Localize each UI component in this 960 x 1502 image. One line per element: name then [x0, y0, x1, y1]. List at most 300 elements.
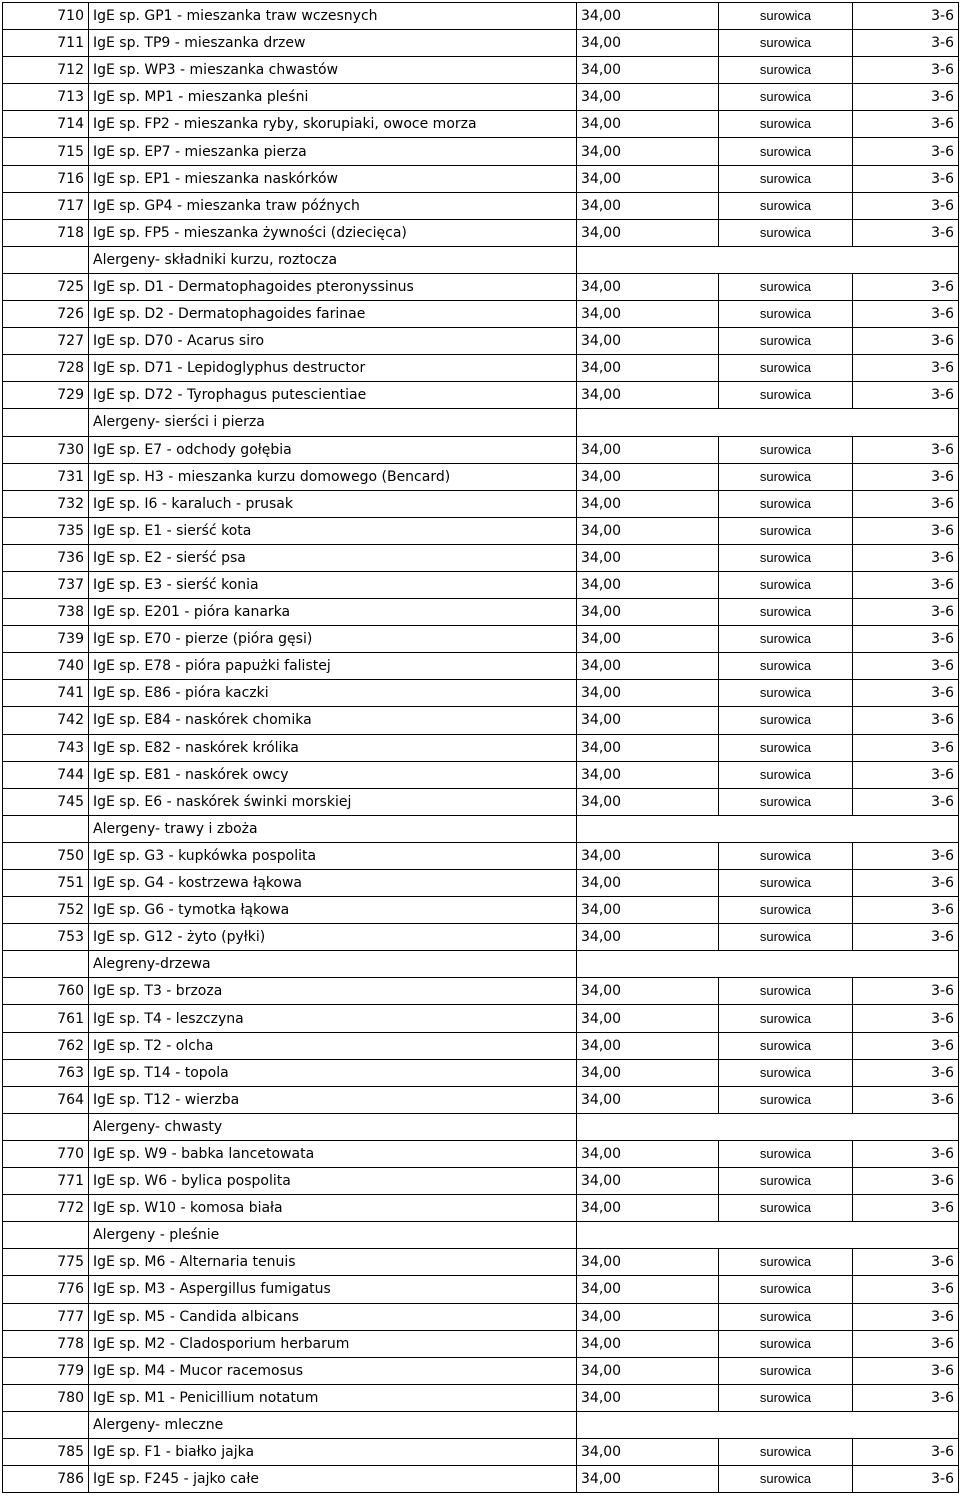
turnaround-days: 3-6	[853, 680, 959, 707]
turnaround-days: 3-6	[853, 544, 959, 571]
test-price: 34,00	[577, 626, 719, 653]
sample-material: surowica	[719, 544, 853, 571]
turnaround-days: 3-6	[853, 1276, 959, 1303]
table-row	[3, 1168, 959, 1195]
table-row	[3, 1357, 959, 1384]
test-code: 785	[3, 1438, 89, 1465]
test-price: 34,00	[577, 978, 719, 1005]
test-name: IgE sp. G4 - kostrzewa łąkowa	[89, 870, 577, 897]
test-code: 751	[3, 870, 89, 897]
test-code: 738	[3, 599, 89, 626]
test-price: 34,00	[577, 1032, 719, 1059]
category-header-row	[3, 246, 959, 273]
test-price: 34,00	[577, 544, 719, 571]
price-list-table	[2, 2, 959, 1493]
test-name: IgE sp. W10 - komosa biała	[89, 1195, 577, 1222]
sample-material: surowica	[719, 382, 853, 409]
test-code: 743	[3, 734, 89, 761]
sample-material: surowica	[719, 30, 853, 57]
table-row	[3, 1195, 959, 1222]
test-name: IgE sp. E81 - naskórek owcy	[89, 761, 577, 788]
test-name: IgE sp. E7 - odchody gołębia	[89, 436, 577, 463]
test-price: 34,00	[577, 355, 719, 382]
sample-material: surowica	[719, 490, 853, 517]
test-price: 34,00	[577, 1438, 719, 1465]
test-code: 729	[3, 382, 89, 409]
test-name: IgE sp. E70 - pierze (pióra gęsi)	[89, 626, 577, 653]
sample-material: surowica	[719, 1140, 853, 1167]
test-price: 34,00	[577, 1330, 719, 1357]
turnaround-days: 3-6	[853, 842, 959, 869]
table-row	[3, 842, 959, 869]
sample-material: surowica	[719, 57, 853, 84]
test-name: IgE sp. M1 - Penicillium notatum	[89, 1384, 577, 1411]
empty-cell	[577, 246, 959, 273]
test-price: 34,00	[577, 1276, 719, 1303]
test-price: 34,00	[577, 842, 719, 869]
table-row	[3, 30, 959, 57]
test-name: IgE sp. EP1 - mieszanka naskórków	[89, 165, 577, 192]
turnaround-days: 3-6	[853, 1140, 959, 1167]
table-row	[3, 978, 959, 1005]
test-price: 34,00	[577, 1384, 719, 1411]
test-price: 34,00	[577, 3, 719, 30]
table-row	[3, 1032, 959, 1059]
table-row	[3, 1086, 959, 1113]
test-code: 727	[3, 328, 89, 355]
category-header: Alergeny- sierści i pierza	[89, 409, 577, 436]
empty-cell	[3, 409, 89, 436]
turnaround-days: 3-6	[853, 1384, 959, 1411]
turnaround-days: 3-6	[853, 924, 959, 951]
test-code: 753	[3, 924, 89, 951]
sample-material: surowica	[719, 761, 853, 788]
table-row	[3, 897, 959, 924]
empty-cell	[3, 815, 89, 842]
sample-material: surowica	[719, 1466, 853, 1493]
turnaround-days: 3-6	[853, 978, 959, 1005]
table-row	[3, 924, 959, 951]
test-price: 34,00	[577, 734, 719, 761]
category-header-row	[3, 409, 959, 436]
table-row	[3, 707, 959, 734]
table-row	[3, 219, 959, 246]
table-row	[3, 165, 959, 192]
turnaround-days: 3-6	[853, 517, 959, 544]
table-row	[3, 653, 959, 680]
test-price: 34,00	[577, 707, 719, 734]
sample-material: surowica	[719, 707, 853, 734]
sample-material: surowica	[719, 1303, 853, 1330]
test-code: 760	[3, 978, 89, 1005]
test-code: 740	[3, 653, 89, 680]
test-name: IgE sp. E84 - naskórek chomika	[89, 707, 577, 734]
test-name: IgE sp. I6 - karaluch - prusak	[89, 490, 577, 517]
table-row	[3, 734, 959, 761]
table-row	[3, 138, 959, 165]
test-code: 741	[3, 680, 89, 707]
turnaround-days: 3-6	[853, 463, 959, 490]
sample-material: surowica	[719, 165, 853, 192]
test-price: 34,00	[577, 1303, 719, 1330]
sample-material: surowica	[719, 1438, 853, 1465]
test-code: 728	[3, 355, 89, 382]
turnaround-days: 3-6	[853, 328, 959, 355]
turnaround-days: 3-6	[853, 761, 959, 788]
table-row	[3, 192, 959, 219]
table-row	[3, 1303, 959, 1330]
category-header: Alergeny- mleczne	[89, 1411, 577, 1438]
test-code: 780	[3, 1384, 89, 1411]
test-code: 736	[3, 544, 89, 571]
turnaround-days: 3-6	[853, 84, 959, 111]
test-name: IgE sp. M4 - Mucor racemosus	[89, 1357, 577, 1384]
category-header-row	[3, 1113, 959, 1140]
turnaround-days: 3-6	[853, 436, 959, 463]
empty-cell	[577, 1222, 959, 1249]
test-code: 786	[3, 1466, 89, 1493]
sample-material: surowica	[719, 571, 853, 598]
turnaround-days: 3-6	[853, 1168, 959, 1195]
sample-material: surowica	[719, 1330, 853, 1357]
table-row	[3, 301, 959, 328]
test-price: 34,00	[577, 599, 719, 626]
table-row	[3, 1466, 959, 1493]
test-name: IgE sp. M5 - Candida albicans	[89, 1303, 577, 1330]
table-row	[3, 1276, 959, 1303]
sample-material: surowica	[719, 1249, 853, 1276]
table-row	[3, 490, 959, 517]
test-price: 34,00	[577, 138, 719, 165]
sample-material: surowica	[719, 301, 853, 328]
empty-cell	[577, 951, 959, 978]
test-price: 34,00	[577, 463, 719, 490]
turnaround-days: 3-6	[853, 3, 959, 30]
turnaround-days: 3-6	[853, 490, 959, 517]
turnaround-days: 3-6	[853, 1195, 959, 1222]
turnaround-days: 3-6	[853, 626, 959, 653]
empty-cell	[577, 1113, 959, 1140]
test-code: 735	[3, 517, 89, 544]
turnaround-days: 3-6	[853, 599, 959, 626]
test-price: 34,00	[577, 301, 719, 328]
sample-material: surowica	[719, 1086, 853, 1113]
test-price: 34,00	[577, 1086, 719, 1113]
sample-material: surowica	[719, 924, 853, 951]
test-code: 778	[3, 1330, 89, 1357]
test-name: IgE sp. WP3 - mieszanka chwastów	[89, 57, 577, 84]
sample-material: surowica	[719, 680, 853, 707]
category-header-row	[3, 1411, 959, 1438]
turnaround-days: 3-6	[853, 192, 959, 219]
test-price: 34,00	[577, 1168, 719, 1195]
table-row	[3, 273, 959, 300]
test-code: 770	[3, 1140, 89, 1167]
sample-material: surowica	[719, 1195, 853, 1222]
test-name: IgE sp. M6 - Alternaria tenuis	[89, 1249, 577, 1276]
test-name: IgE sp. T14 - topola	[89, 1059, 577, 1086]
sample-material: surowica	[719, 978, 853, 1005]
test-code: 752	[3, 897, 89, 924]
test-name: IgE sp. E2 - sierść psa	[89, 544, 577, 571]
test-name: IgE sp. FP5 - mieszanka żywności (dziecięca)	[89, 219, 577, 246]
test-name: IgE sp. GP4 - mieszanka traw późnych	[89, 192, 577, 219]
test-price: 34,00	[577, 870, 719, 897]
empty-cell	[577, 409, 959, 436]
turnaround-days: 3-6	[853, 1438, 959, 1465]
sample-material: surowica	[719, 897, 853, 924]
sample-material: surowica	[719, 436, 853, 463]
table-row	[3, 111, 959, 138]
turnaround-days: 3-6	[853, 1357, 959, 1384]
table-row	[3, 3, 959, 30]
turnaround-days: 3-6	[853, 1303, 959, 1330]
test-code: 739	[3, 626, 89, 653]
category-header: Alergeny - pleśnie	[89, 1222, 577, 1249]
empty-cell	[3, 951, 89, 978]
turnaround-days: 3-6	[853, 355, 959, 382]
test-code: 717	[3, 192, 89, 219]
table-row	[3, 626, 959, 653]
sample-material: surowica	[719, 1168, 853, 1195]
test-name: IgE sp. D1 - Dermatophagoides pteronyssinus	[89, 273, 577, 300]
table-row	[3, 57, 959, 84]
test-code: 776	[3, 1276, 89, 1303]
sample-material: surowica	[719, 111, 853, 138]
sample-material: surowica	[719, 328, 853, 355]
test-name: IgE sp. F245 - jajko całe	[89, 1466, 577, 1493]
sample-material: surowica	[719, 1059, 853, 1086]
table-row	[3, 571, 959, 598]
test-name: IgE sp. E78 - pióra papużki falistej	[89, 653, 577, 680]
test-name: IgE sp. M3 - Aspergillus fumigatus	[89, 1276, 577, 1303]
test-code: 718	[3, 219, 89, 246]
test-name: IgE sp. D2 - Dermatophagoides farinae	[89, 301, 577, 328]
test-name: IgE sp. G6 - tymotka łąkowa	[89, 897, 577, 924]
table-row	[3, 544, 959, 571]
sample-material: surowica	[719, 734, 853, 761]
category-header: Alergeny- trawy i zboża	[89, 815, 577, 842]
sample-material: surowica	[719, 788, 853, 815]
test-code: 761	[3, 1005, 89, 1032]
test-name: IgE sp. G12 - żyto (pyłki)	[89, 924, 577, 951]
category-header-row	[3, 815, 959, 842]
test-price: 34,00	[577, 1140, 719, 1167]
test-code: 725	[3, 273, 89, 300]
test-price: 34,00	[577, 30, 719, 57]
test-name: IgE sp. E6 - naskórek świnki morskiej	[89, 788, 577, 815]
test-code: 731	[3, 463, 89, 490]
turnaround-days: 3-6	[853, 138, 959, 165]
test-code: 711	[3, 30, 89, 57]
sample-material: surowica	[719, 1005, 853, 1032]
sample-material: surowica	[719, 84, 853, 111]
test-price: 34,00	[577, 1005, 719, 1032]
test-price: 34,00	[577, 788, 719, 815]
turnaround-days: 3-6	[853, 1249, 959, 1276]
test-code: 716	[3, 165, 89, 192]
test-price: 34,00	[577, 517, 719, 544]
table-row	[3, 680, 959, 707]
test-name: IgE sp. M2 - Cladosporium herbarum	[89, 1330, 577, 1357]
test-price: 34,00	[577, 571, 719, 598]
table-row	[3, 599, 959, 626]
test-code: 732	[3, 490, 89, 517]
turnaround-days: 3-6	[853, 301, 959, 328]
table-row	[3, 1384, 959, 1411]
turnaround-days: 3-6	[853, 870, 959, 897]
test-price: 34,00	[577, 924, 719, 951]
turnaround-days: 3-6	[853, 30, 959, 57]
empty-cell	[3, 1113, 89, 1140]
table-row	[3, 1438, 959, 1465]
empty-cell	[3, 1222, 89, 1249]
test-price: 34,00	[577, 111, 719, 138]
test-code: 750	[3, 842, 89, 869]
turnaround-days: 3-6	[853, 1086, 959, 1113]
test-price: 34,00	[577, 328, 719, 355]
test-code: 710	[3, 3, 89, 30]
turnaround-days: 3-6	[853, 57, 959, 84]
turnaround-days: 3-6	[853, 219, 959, 246]
test-code: 745	[3, 788, 89, 815]
test-code: 779	[3, 1357, 89, 1384]
sample-material: surowica	[719, 355, 853, 382]
test-price: 34,00	[577, 57, 719, 84]
test-name: IgE sp. EP7 - mieszanka pierza	[89, 138, 577, 165]
test-price: 34,00	[577, 219, 719, 246]
table-row	[3, 761, 959, 788]
sample-material: surowica	[719, 273, 853, 300]
test-code: 737	[3, 571, 89, 598]
test-price: 34,00	[577, 1249, 719, 1276]
test-code: 771	[3, 1168, 89, 1195]
test-code: 713	[3, 84, 89, 111]
turnaround-days: 3-6	[853, 1005, 959, 1032]
sample-material: surowica	[719, 463, 853, 490]
test-price: 34,00	[577, 490, 719, 517]
table-row	[3, 517, 959, 544]
turnaround-days: 3-6	[853, 273, 959, 300]
test-code: 742	[3, 707, 89, 734]
category-header: Alergeny- chwasty	[89, 1113, 577, 1140]
test-price: 34,00	[577, 192, 719, 219]
category-header: Alegreny-drzewa	[89, 951, 577, 978]
sample-material: surowica	[719, 192, 853, 219]
table-row	[3, 436, 959, 463]
test-price: 34,00	[577, 761, 719, 788]
table-row	[3, 463, 959, 490]
test-code: 744	[3, 761, 89, 788]
test-name: IgE sp. MP1 - mieszanka pleśni	[89, 84, 577, 111]
sample-material: surowica	[719, 599, 853, 626]
test-price: 34,00	[577, 165, 719, 192]
turnaround-days: 3-6	[853, 734, 959, 761]
empty-cell	[577, 815, 959, 842]
test-price: 34,00	[577, 273, 719, 300]
table-row	[3, 1140, 959, 1167]
table-row	[3, 355, 959, 382]
sample-material: surowica	[719, 626, 853, 653]
test-code: 714	[3, 111, 89, 138]
table-row	[3, 1330, 959, 1357]
sample-material: surowica	[719, 219, 853, 246]
test-name: IgE sp. E201 - pióra kanarka	[89, 599, 577, 626]
empty-cell	[577, 1411, 959, 1438]
sample-material: surowica	[719, 870, 853, 897]
table-row	[3, 1059, 959, 1086]
test-code: 726	[3, 301, 89, 328]
turnaround-days: 3-6	[853, 653, 959, 680]
test-name: IgE sp. W9 - babka lancetowata	[89, 1140, 577, 1167]
table-row	[3, 328, 959, 355]
test-price: 34,00	[577, 1466, 719, 1493]
test-price: 34,00	[577, 1357, 719, 1384]
table-row	[3, 1249, 959, 1276]
test-name: IgE sp. E82 - naskórek królika	[89, 734, 577, 761]
price-list-body	[3, 3, 959, 1493]
test-name: IgE sp. FP2 - mieszanka ryby, skorupiaki, owoce morza	[89, 111, 577, 138]
turnaround-days: 3-6	[853, 1059, 959, 1086]
test-price: 34,00	[577, 436, 719, 463]
table-row	[3, 870, 959, 897]
sample-material: surowica	[719, 1276, 853, 1303]
sample-material: surowica	[719, 138, 853, 165]
test-price: 34,00	[577, 680, 719, 707]
sample-material: surowica	[719, 1384, 853, 1411]
turnaround-days: 3-6	[853, 382, 959, 409]
test-code: 712	[3, 57, 89, 84]
sample-material: surowica	[719, 517, 853, 544]
turnaround-days: 3-6	[853, 1466, 959, 1493]
test-price: 34,00	[577, 897, 719, 924]
test-code: 772	[3, 1195, 89, 1222]
test-name: IgE sp. T12 - wierzba	[89, 1086, 577, 1113]
test-name: IgE sp. G3 - kupkówka pospolita	[89, 842, 577, 869]
test-price: 34,00	[577, 382, 719, 409]
test-code: 762	[3, 1032, 89, 1059]
sample-material: surowica	[719, 1032, 853, 1059]
test-name: IgE sp. E86 - pióra kaczki	[89, 680, 577, 707]
test-price: 34,00	[577, 1195, 719, 1222]
test-name: IgE sp. T4 - leszczyna	[89, 1005, 577, 1032]
test-code: 730	[3, 436, 89, 463]
test-name: IgE sp. T3 - brzoza	[89, 978, 577, 1005]
test-name: IgE sp. W6 - bylica pospolita	[89, 1168, 577, 1195]
category-header: Alergeny- składniki kurzu, roztocza	[89, 246, 577, 273]
test-code: 715	[3, 138, 89, 165]
table-row	[3, 84, 959, 111]
turnaround-days: 3-6	[853, 165, 959, 192]
test-name: IgE sp. E1 - sierść kota	[89, 517, 577, 544]
sample-material: surowica	[719, 842, 853, 869]
test-code: 764	[3, 1086, 89, 1113]
test-name: IgE sp. F1 - białko jajka	[89, 1438, 577, 1465]
table-row	[3, 788, 959, 815]
test-price: 34,00	[577, 1059, 719, 1086]
turnaround-days: 3-6	[853, 111, 959, 138]
test-price: 34,00	[577, 653, 719, 680]
empty-cell	[3, 1411, 89, 1438]
empty-cell	[3, 246, 89, 273]
category-header-row	[3, 1222, 959, 1249]
turnaround-days: 3-6	[853, 571, 959, 598]
test-name: IgE sp. TP9 - mieszanka drzew	[89, 30, 577, 57]
test-name: IgE sp. T2 - olcha	[89, 1032, 577, 1059]
test-name: IgE sp. D72 - Tyrophagus putescientiae	[89, 382, 577, 409]
turnaround-days: 3-6	[853, 788, 959, 815]
category-header-row	[3, 951, 959, 978]
